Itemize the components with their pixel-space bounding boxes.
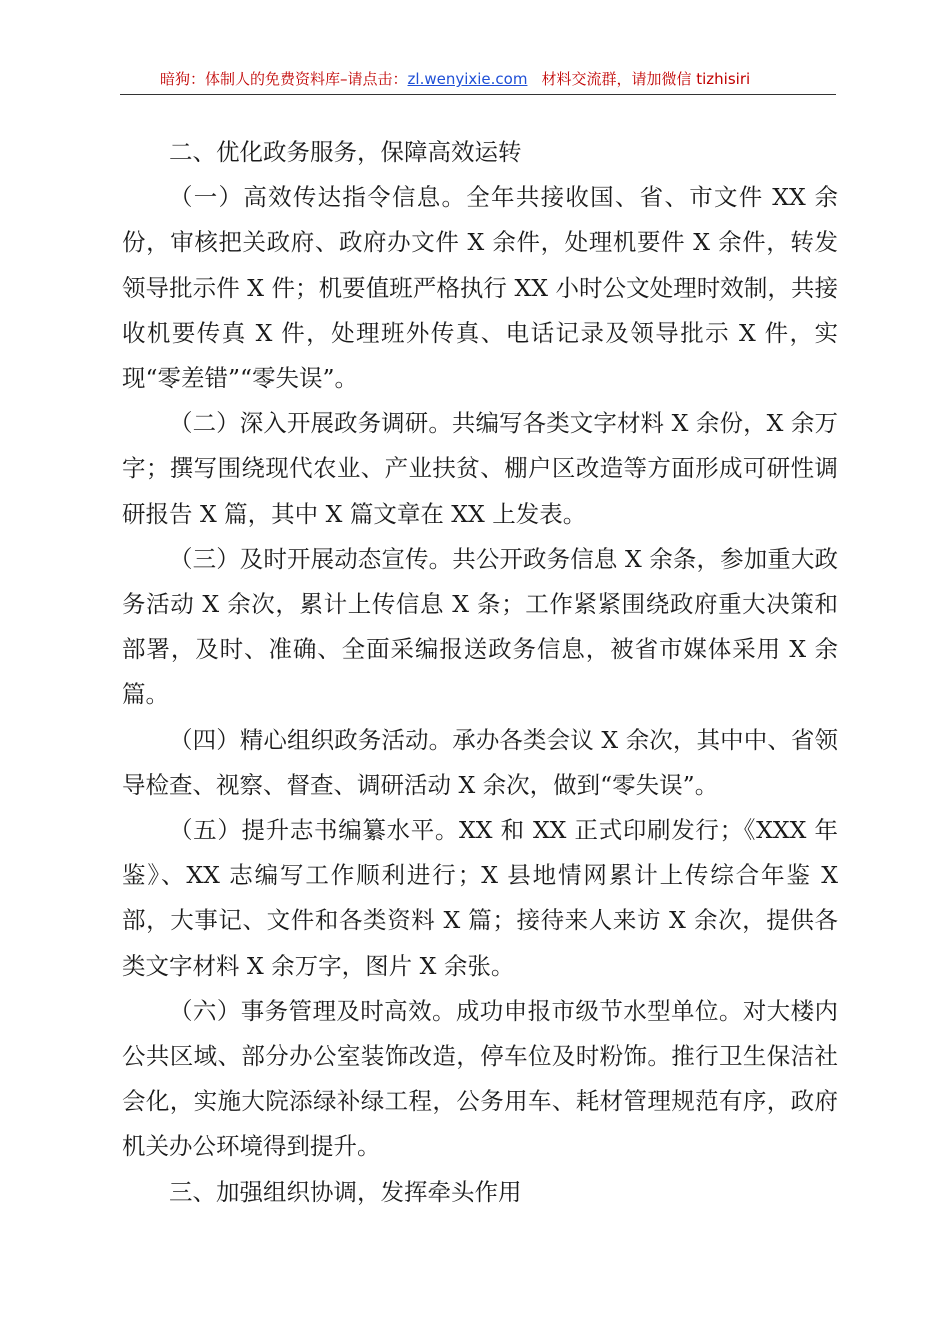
- header-link[interactable]: zl.wenyixie.com: [407, 70, 528, 88]
- page-header: [120, 64, 836, 95]
- paragraph-2: （二）深入开展政务调研。共编写各类文字材料 X 余份，X 余万字；撰写围绕现代农业、产业扶贫、棚户区改造等方面形成可研性调研报告 X 篇，其中 X 篇文章在 XX 上发表。: [122, 409, 838, 528]
- document-body: [122, 130, 838, 1215]
- paragraph-5: （五）提升志书编纂水平。XX 和 XX 正式印刷发行；《XXX 年鉴》、XX 志编写工作顺利进行；X 县地情网累计上传综合年鉴 X 部，大事记、文件和各类资料 X 篇；接待来人来访 X 余次，提供各类文字材料 X 余万字，图片 X 余张。: [122, 816, 838, 980]
- header-prompt: –请点击：: [340, 70, 408, 88]
- header-brand: 暗狗：体制人的免费资料库: [160, 70, 341, 88]
- paragraph-4: （四）精心组织政务活动。承办各类会议 X 余次，其中中、省领导检查、视察、督查、调研活动 X 余次，做到“零失误”。: [122, 725, 838, 799]
- section-heading-3: 三、加强组织协调，发挥牵头作用: [169, 1177, 522, 1206]
- header-contact: 材料交流群，请加微信 tizhisiri: [541, 70, 751, 88]
- section-heading-2: 二、优化政务服务，保障高效运转: [169, 138, 522, 166]
- paragraph-1: （一）高效传达指令信息。全年共接收国、省、市文件 XX 余份，审核把关政府、政府办文件 X 余件，处理机要件 X 余件，转发领导批示件 X 件；机要值班严格执行 XX 小时公文处理时效制，共接收机要传真 X 件，处理班外传真、电话记录及领导批示 X 件，实现“零差错”“零失误”。: [122, 183, 838, 393]
- paragraph-6: （六）事务管理及时高效。成功申报市级节水型单位。对大楼内公共区域、部分办公室装饰改造，停车位及时粉饰。推行卫生保洁社会化，实施大院添绿补绿工程，公务用车、耗材管理规范有序，政府机关办公环境得到提升。: [122, 996, 838, 1161]
- paragraph-3: （三）及时开展动态宣传。共公开政务信息 X 余条，参加重大政务活动 X 余次，累计上传信息 X 条；工作紧紧围绕政府重大决策和部署，及时、准确、全面采编报送政务信息，被省市媒体采用 X 余篇。: [122, 544, 838, 709]
